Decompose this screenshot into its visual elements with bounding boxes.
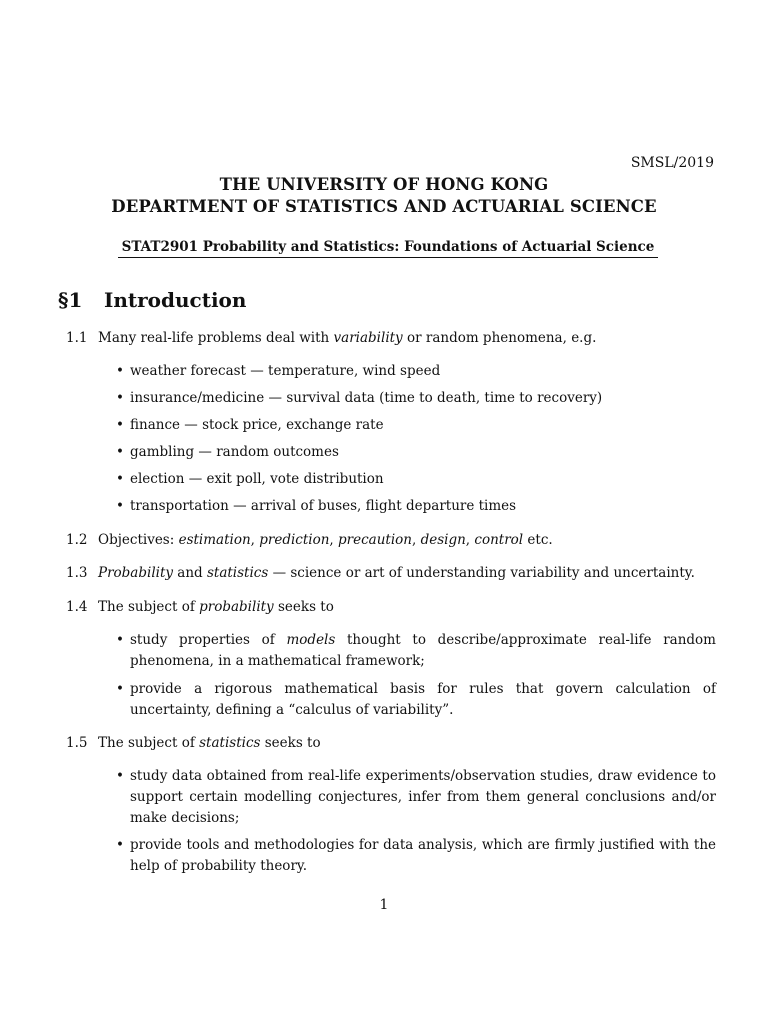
item-text: The subject of probability seeks to: [98, 599, 334, 615]
university-name: THE UNIVERSITY OF HONG KONG: [219, 175, 549, 194]
bullet-icon: •: [116, 471, 124, 487]
bullet-icon: •: [116, 768, 124, 784]
bullet-text: provide tools and methodologies for data analysis, which are firmly justified with the help of probability theory.: [130, 837, 716, 874]
item-number: 1.5: [66, 735, 88, 751]
item-text: Objectives: estimation, prediction, precaution, design, control etc.: [98, 532, 553, 548]
bullet-text: weather forecast — temperature, wind speed: [130, 363, 441, 379]
item-text: Probability and statistics — science or art of understanding variability and uncertainty.: [98, 565, 695, 581]
item-text: The subject of statistics seeks to: [98, 735, 321, 751]
bullet-icon: •: [116, 363, 124, 379]
item-number: 1.3: [66, 565, 88, 581]
bullet-icon: •: [116, 632, 124, 648]
section-title: Introduction: [104, 288, 247, 312]
item-text: Many real-life problems deal with variability or random phenomena, e.g.: [98, 330, 597, 346]
bullet-text: transportation — arrival of buses, flight departure times: [130, 498, 517, 514]
section-symbol: §1: [58, 288, 83, 312]
document-code: SMSL/2019: [630, 155, 714, 171]
bullet-text: provide a rigorous mathematical basis for rules that govern calculation of uncertainty, defining a “calculus of variability”.: [130, 681, 716, 718]
item-number: 1.2: [66, 532, 88, 548]
bullet-text: study data obtained from real-life experiments/observation studies, draw evidence to support certain modelling conjectures, infer from them general conclusions and/or make decisions;: [130, 768, 716, 826]
bullet-text: study properties of models thought to describe/approximate real-life random phenomena, in a mathematical framework;: [130, 632, 716, 669]
bullet-text: election — exit poll, vote distribution: [130, 471, 384, 487]
course-title: STAT2901 Probability and Statistics: Foundations of Actuarial Science: [118, 239, 658, 258]
item-number: 1.1: [66, 330, 88, 346]
bullet-text: finance — stock price, exchange rate: [130, 417, 384, 433]
bullet-icon: •: [116, 498, 124, 514]
bullet-text: insurance/medicine — survival data (time to death, time to recovery): [130, 390, 603, 406]
section-heading: [58, 288, 246, 312]
bullet-icon: •: [116, 681, 124, 697]
page-number: 1: [379, 897, 389, 913]
department-name: DEPARTMENT OF STATISTICS AND ACTUARIAL SCIENCE: [111, 197, 657, 216]
bullet-icon: •: [116, 837, 124, 853]
item-number: 1.4: [66, 599, 88, 615]
bullet-icon: •: [116, 444, 124, 460]
bullet-icon: •: [116, 390, 124, 406]
bullet-text: gambling — random outcomes: [130, 444, 339, 460]
bullet-icon: •: [116, 417, 124, 433]
